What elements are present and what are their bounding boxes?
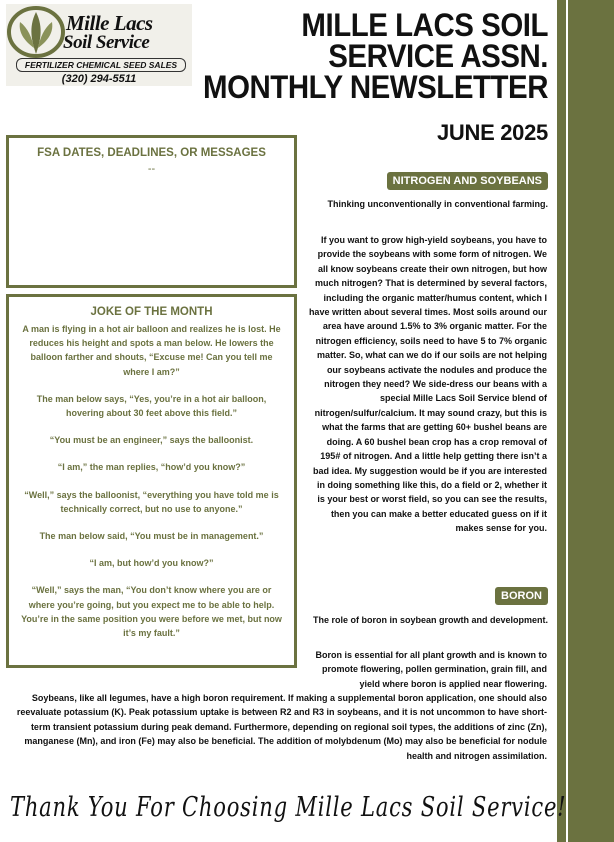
joke-body	[9, 318, 294, 640]
boron-section-tag: BORON	[495, 587, 548, 605]
logo-line-2: Soil Service	[63, 32, 150, 53]
thank-you-signature: Thank You For Choosing Mille Lacs Soil Service!	[10, 792, 567, 823]
title-line: MILLE LACS SOIL	[301, 7, 548, 43]
joke-heading: JOKE OF THE MONTH	[90, 306, 213, 318]
title-line: MONTHLY NEWSLETTER	[202, 69, 548, 105]
joke-paragraph: “You must be an engineer,” says the balloonist.	[49, 435, 254, 446]
boron-body-intro: Boron is essential for all plant growth and is known to promote flowering, pollen germination, grain fill, and yield where boron is applied near flowering.	[315, 650, 547, 689]
joke-paragraph: “I am, but how’d you know?”	[89, 558, 214, 569]
boron-subtitle: The role of boron in soybean growth and development.	[312, 615, 548, 625]
joke-paragraph: “I am,” the man replies, “how’d you know?”	[57, 462, 246, 473]
sidebar-divider	[566, 0, 568, 842]
fsa-content: --	[147, 163, 156, 175]
joke-paragraph: The man below said, “You must be in management.”	[39, 531, 264, 542]
joke-paragraph: The man below says, “Yes, you’re in a hot air balloon, hovering about 30 feet above this field.”	[36, 393, 267, 419]
logo-line-1: Mille Lacs	[66, 11, 153, 35]
boron-body-main: Soybeans, like all legumes, have a high boron requirement. If making a supplemental boron application, one should also reevaluate potassium (K). Peak potassium uptake is between R2 and R3 in soybeans, and it is not uncommon to have short-term transient potassium during peak demand. Furthermore, depending on regional soil types, the additions of zinc (Zn), manganese (Mn), and iron (Fe) may also be beneficial. The addition of molybdenum (Mo) may also be beneficial for nodule health and nitrogen assimilation.	[16, 693, 547, 761]
nitrogen-subtitle: Thinking unconventionally in conventional farming.	[327, 199, 548, 209]
nitrogen-body: If you want to grow high-yield soybeans, you have to provide the soybeans with some form of nitrogen. We all know soybeans create their own nitrogen, but how much nitrogen? That is determined by several factors, including the organic matter/humus content, which I have written about several times. Most soils around our area have around 1.5% to 3% organic matter. For the nitrogen efficiency, soils need to have 5 to 7% organic matter. So, what can we do if our soils are not helping our soybeans activate the nodules and produce the nitrogen they need? We side-dress our beans with a special Mille Lacs Soil Service blend of nitrogen/sulfur/calcium. It may sound crazy, but this is what the farms that are getting 60+ bushel beans are doing. A 60 bushel bean crop has a crop removal of 195# of nitrogen. And a little help getting there isn’t a bad idea. My suggestion would be if you are interested in doing something like this, do a field or 2, whether it is your best or worst field, so you can see the results, then you can make a better educated guess on if it makes sense for you.	[308, 235, 547, 534]
logo-banner: FERTILIZER CHEMICAL SEED SALES	[16, 58, 186, 72]
joke-box	[6, 294, 297, 668]
fsa-heading: FSA DATES, DEADLINES, OR MESSAGES	[37, 147, 266, 159]
joke-paragraph: “Well,” says the balloonist, “everything you have told me is technically correct, but no use to anyone.”	[24, 489, 279, 514]
wheat-leaf-icon	[6, 4, 66, 60]
logo-phone: (320) 294-5511	[61, 73, 137, 85]
company-logo	[6, 4, 192, 86]
joke-paragraph: “Well,” says the man, “You don’t know where you are or where you’re going, but you expect me to be able to help. You’re in the same position you were before we met, but now it’s my fault.”	[21, 585, 282, 639]
nitrogen-section-tag: NITROGEN AND SOYBEANS	[387, 172, 548, 190]
joke-paragraph: A man is flying in a hot air balloon and realizes he is lost. He reduces his height and spots a man below. He lowers the balloon farther and shouts, “Excuse me! Can you tell me where I am?”	[22, 324, 281, 377]
newsletter-title	[202, 7, 548, 105]
title-line: SERVICE ASSN.	[328, 38, 548, 74]
issue-date: JUNE 2025	[436, 120, 548, 145]
fsa-box	[6, 135, 297, 288]
